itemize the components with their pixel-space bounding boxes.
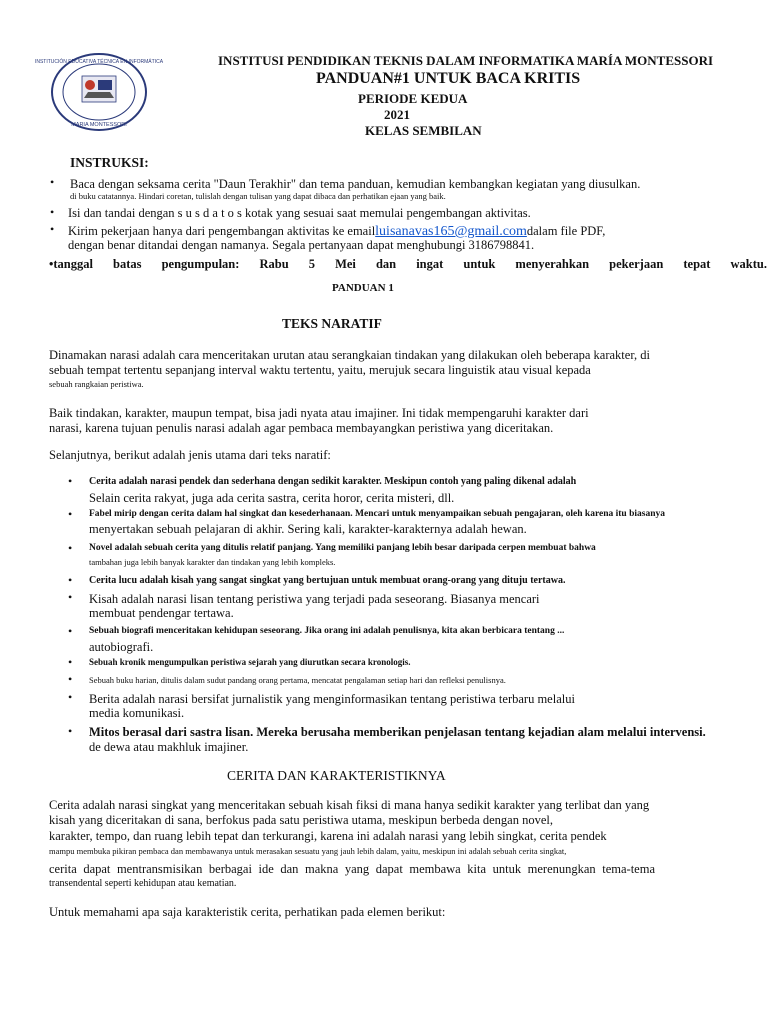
list-item: menyertakan sebuah pelajaran di akhir. Sering kali, karakter-karakternya adalah hewan. [89,522,527,536]
bullet-icon: • [68,507,73,521]
paragraph-1: Dinamakan narasi adalah cara menceritakan urutan atau serangkaian tindakan yang dilakukan oleh beberapa karakter, di [49,348,650,362]
list-item: Berita adalah narasi bersifat jurnalistik yang menginformasikan tentang peristiwa terbaru melalui [89,692,575,706]
list-item: Kisah adalah narasi lisan tentang peristiwa yang terjadi pada seseorang. Biasanya mencari [89,592,540,606]
logo-ring-text: INSTITUCIÓN EDUCATIVA TÉCNICA EN INFORMÁTICA [34,59,164,65]
paragraph-1: sebuah tempat tertentu sepanjang interval waktu tertentu, yaitu, merujuk secara linguistik atau visual kepada [49,363,591,377]
instruction-2: Isi dan tandai dengan s u s d a t o s kotak yang sesuai saat memulai pengembangan aktivitas. [68,206,531,220]
list-item: Fabel mirip dengan cerita dalam hal singkat dan kesederhanaan. Mencari untuk menyampaikan sebuah pengajaran, oleh karena itu biasanya [89,509,665,519]
paragraph-4: mampu membuka pikiran pembaca dan membawanya untuk merasakan sesuatu yang jauh lebih dalam, yaitu, meskipun ini adalah sebuah cerita singkat, [49,846,567,856]
list-item: Mitos berasal dari sastra lisan. Mereka berusaha memberikan penjelasan tentang kejadian alam melalui intervensi. [89,725,706,739]
list-item: tambahan juga lebih banyak karakter dan tindakan yang lebih kompleks. [89,557,336,567]
year: 2021 [384,107,410,122]
instructions-heading: INSTRUKSI: [70,155,149,170]
section-title-stories: CERITA DAN KARAKTERISTIKNYA [227,768,446,783]
list-item: Sebuah kronik mengumpulkan peristiwa sejarah yang diurutkan secara kronologis. [89,657,411,667]
paragraph-2: narasi, karena tujuan penulis narasi adalah agar pembaca membayangkan peristiwa yang diceritakan. [49,421,554,435]
instruction-3-post: dalam file PDF, [526,224,606,238]
list-item: Sebuah buku harian, ditulis dalam sudut pandang orang pertama, mencatat pengalaman setiap hari dan refleksi penulisnya. [89,675,506,685]
section-title-narrative: TEKS NARATIF [282,316,382,331]
paragraph-4: karakter, tempo, dan ruang lebih tepat dan terkurangi, karena ini adalah narasi yang lebih singkat, cerita pendek [49,829,607,843]
instruction-3-pre: Kirim pekerjaan hanya dari pengembangan aktivitas ke email [68,224,376,238]
paragraph-1: sebuah rangkaian peristiwa. [49,379,144,389]
instruction-1: Baca dengan seksama cerita "Daun Terakhir" dan tema panduan, kemudian kembangkan kegiatan yang diusulkan. [70,177,641,191]
paragraph-4: Cerita adalah narasi singkat yang menceritakan sebuah kisah fiksi di mana hanya sedikit karakter yang terlibat dan yang [49,798,650,812]
panduan-label: PANDUAN 1 [332,282,394,294]
instruction-1-cont: di buku catatannya. Hindari coretan, tulislah dengan tulisan yang dapat dibaca dan perhatikan ejaan yang baik. [70,191,446,201]
guide-title: PANDUAN#1 UNTUK BACA KRITIS [316,70,581,87]
paragraph-5: Untuk memahami apa saja karakteristik cerita, perhatikan pada elemen berikut: [49,905,446,919]
bullet-icon: • [68,590,73,604]
list-item: Novel adalah sebuah cerita yang ditulis relatif panjang. Yang memiliki panjang lebih besar daripada cerpen membuat bahwa [89,543,596,553]
class-level: KELAS SEMBILAN [365,123,482,138]
bullet-icon: • [68,474,73,488]
school-logo [34,52,164,132]
list-item: membuat pendengar tertawa. [89,606,234,620]
bullet-icon: • [68,541,73,555]
list-item: media komunikasi. [89,706,185,720]
bullet-icon: • [50,205,55,219]
bullet-icon: • [50,222,55,236]
bullet-icon: • [68,624,73,638]
bullet-icon: • [68,573,73,587]
list-item: de dewa atau makhluk imajiner. [89,740,249,754]
bullet-icon: • [68,672,73,686]
instruction-3-cont: dengan benar ditandai dengan namanya. Segala pertanyaan dapat menghubungi 3186798841. [68,238,535,252]
list-item: autobiografi. [89,640,154,654]
paragraph-4: cerita dapat mentransmisikan berbagai ide dan makna yang dapat membawa kita untuk merenungkan tema-tema [49,862,655,876]
deadline: •tanggal batas pengumpulan: Rabu 5 Mei dan ingat untuk menyerahkan pekerjaan tepat waktu. [49,257,767,271]
paragraph-4: transendental seperti kehidupan atau kematian. [49,878,237,889]
paragraph-3: Selanjutnya, berikut adalah jenis utama dari teks naratif: [49,448,331,462]
paragraph-2: Baik tindakan, karakter, maupun tempat, bisa jadi nyata atau imajiner. Ini tidak mempengaruhi karakter dari [49,406,589,420]
bullet-icon: • [68,690,73,704]
bullet-icon: • [68,655,73,669]
institution-name: INSTITUSI PENDIDIKAN TEKNIS DALAM INFORMATIKA MARÍA MONTESSORI [218,53,714,68]
period: PERIODE KEDUA [358,91,468,106]
list-item: Cerita lucu adalah kisah yang sangat singkat yang bertujuan untuk membuat orang-orang yang dituju tertawa. [89,575,566,586]
list-item: Cerita adalah narasi pendek dan sederhana dengan sedikit karakter. Meskipun contoh yang paling dikenal adalah [89,476,577,487]
list-item: Sebuah biografi menceritakan kehidupan seseorang. Jika orang ini adalah penulisnya, kita akan berbicara tentang ... [89,626,565,636]
logo-bottom-text: MARIA MONTESSORI [71,122,127,128]
instruction-3 [68,224,605,239]
email-link[interactable]: luisanavas165@gmail.com [375,224,527,239]
bullet-icon: • [68,724,73,738]
bullet-icon: • [50,175,55,189]
list-item: Selain cerita rakyat, juga ada cerita sastra, cerita horor, cerita misteri, dll. [89,491,455,505]
paragraph-4: kisah yang diceritakan di sana, berfokus pada satu peristiwa utama, meskipun berbeda dengan novel, [49,813,554,827]
